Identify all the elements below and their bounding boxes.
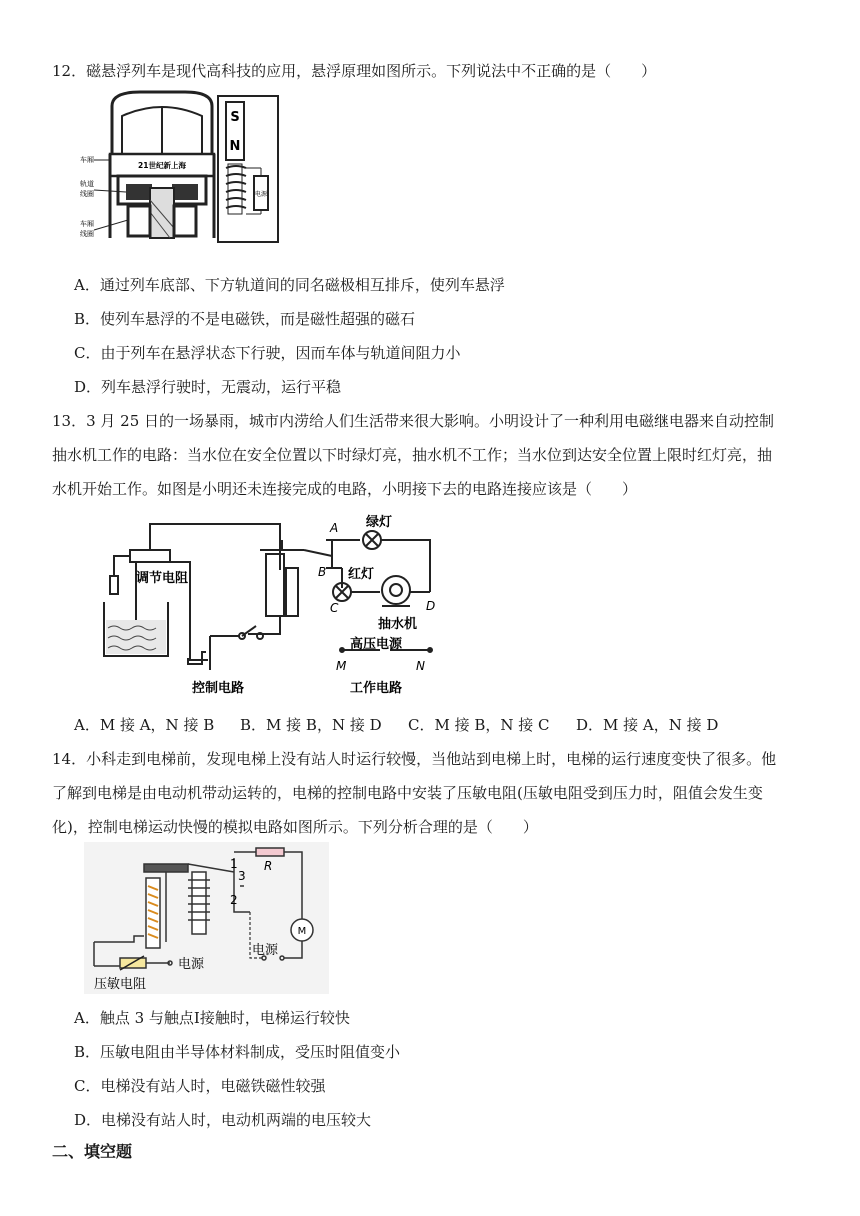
q12-stem: 12．磁悬浮列车是现代高科技的应用，悬浮原理如图所示。下列说法中不正确的是（ ） [52, 62, 657, 80]
q12-label-chexiang: 车厢 [80, 156, 94, 164]
q12-option-a: A．通过列车底部、下方轨道间的同名磁极相互排斥，使列车悬浮 [74, 276, 505, 294]
q13-label-m: M [336, 659, 347, 673]
q13-label-d: D [426, 599, 436, 613]
q13-stem-1: 13．3 月 25 日的一场暴雨，城市内涝给人们生活带来很大影响。小明设计了一种利用电磁继电器来自动控制 [52, 412, 775, 430]
q14-option-a: A．触点 3 与触点Ⅰ接触时，电梯运行较快 [74, 1009, 350, 1027]
q13-option-b: B．M 接 B，N 接 D [240, 716, 382, 734]
q14-stem-3: 化)，控制电梯运动快慢的模拟电路如图所示。下列分析合理的是（ ） [52, 818, 538, 836]
q14-stem-1: 14．小科走到电梯前，发现电梯上没有站人时运行较慢，当他站到电梯上时，电梯的运行速度变快了很多。他 [52, 750, 777, 768]
q12-label-guidao: 轨道 [80, 180, 94, 188]
q14-contact-3: 3 [238, 869, 246, 883]
q12-figure [80, 88, 280, 248]
q13-label-lvdeng: 绿灯 [366, 515, 393, 530]
q13-label-a: A [330, 521, 339, 535]
q12-power: 电源 [254, 191, 268, 198]
q14-option-c: C．电梯没有站人时，电磁铁磁性较强 [74, 1077, 326, 1095]
q12-option-d: D．列车悬浮行驶时，无震动，运行平稳 [74, 378, 342, 396]
q12-n: N [229, 139, 241, 154]
q13-option-a: A．M 接 A，N 接 B [74, 716, 215, 734]
q12-label-chexiang-xianquan: 车厢 [80, 220, 94, 228]
q13-label-gaoya: 高压电源 [350, 637, 403, 652]
q14-contact-2: 2 [230, 893, 238, 907]
q13-label-n: N [416, 659, 425, 673]
q13-figure [80, 510, 450, 700]
q13-option-c: C．M 接 B，N 接 C [408, 716, 550, 734]
q12-s: S [230, 110, 240, 125]
q13-label-kongzhi: 控制电路 [192, 681, 245, 696]
q14-label-r: R [264, 859, 273, 873]
q13-label-b: B [318, 565, 327, 579]
q14-power-2: 电源 [252, 943, 279, 958]
q12-option-c: C．由于列车在悬浮状态下行驶，因而车体与轨道间阻力小 [74, 344, 461, 362]
q13-option-d: D．M 接 A，N 接 D [576, 716, 719, 734]
q14-option-d: D．电梯没有站人时，电动机两端的电压较大 [74, 1111, 372, 1129]
q14-figure [84, 842, 329, 994]
q13-label-tiaojie: 调节电阻 [136, 571, 189, 586]
svg-text:线圈: 线圈 [80, 190, 94, 198]
q14-contact-1: 1 [230, 857, 238, 871]
q12-banner: 21世纪新上海 [138, 161, 186, 170]
q13-label-gongzuo: 工作电路 [350, 681, 403, 696]
q14-option-b: B．压敏电阻由半导体材料制成，受压时阻值变小 [74, 1043, 401, 1061]
q13-label-c: C [330, 601, 339, 615]
q13-label-choushuiji: 抽水机 [378, 617, 418, 632]
q14-power-1: 电源 [178, 957, 205, 972]
q14-motor: M [297, 926, 307, 937]
q14-label-yamin: 压敏电阻 [94, 977, 147, 992]
section-heading: 二、填空题 [52, 1142, 133, 1161]
q12-option-b: B．使列车悬浮的不是电磁铁，而是磁性超强的磁石 [74, 310, 416, 328]
q13-stem-2: 抽水机工作的电路：当水位在安全位置以下时绿灯亮，抽水机不工作；当水位到达安全位置上限时红灯亮，抽 [52, 446, 773, 464]
svg-text:线圈: 线圈 [80, 230, 94, 238]
q13-stem-3: 水机开始工作。如图是小明还未连接完成的电路，小明接下去的电路连接应该是（ ） [52, 480, 638, 498]
q14-stem-2: 了解到电梯是由电动机带动运转的，电梯的控制电路中安装了压敏电阻(压敏电阻受到压力时，阻值会发生变 [52, 784, 763, 802]
q13-label-hongdeng: 红灯 [348, 567, 375, 582]
